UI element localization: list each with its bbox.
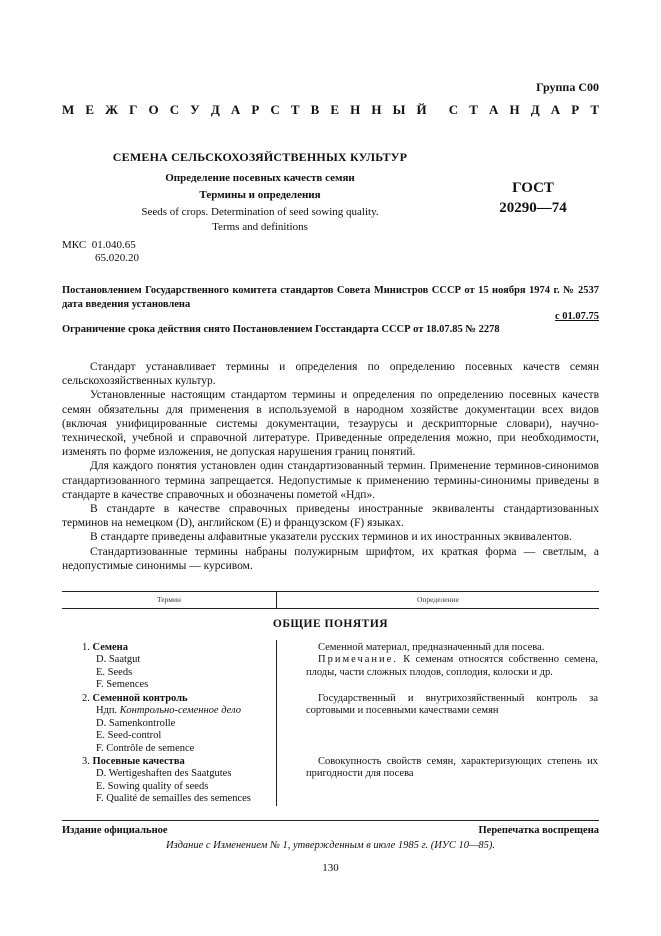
title-terms: Термины и определения [199, 189, 321, 201]
mks-code: 01.040.65 [91, 239, 136, 251]
decree-text: Постановлением Государственного комитета стандартов Совета Министров СССР от 15 ноября 1974 г. № 2537 дата введения установлена [62, 285, 599, 310]
heading-letter: С [169, 102, 180, 117]
heading-letter: А [550, 102, 561, 117]
gost-number: 20290—74 [499, 200, 567, 216]
section-heading: ОБЩИЕ ПОНЯТИЯ [272, 618, 389, 630]
term-name: Семена [92, 642, 128, 653]
term-english: E. Sowing quality of seeds [96, 780, 209, 792]
term-number: 3. [82, 756, 90, 767]
term-entry [82, 693, 272, 755]
definition-entry [306, 642, 598, 679]
title-english-terms: Terms and definitions [212, 221, 308, 233]
table-header [62, 592, 599, 609]
gost-label: ГОСТ [512, 180, 554, 196]
heading-letter: Й [416, 102, 427, 117]
title-english: Seeds of crops. Determination of seed sowing quality. [141, 206, 379, 218]
reprint-prohibited-label: Перепечатка воспрещена [478, 825, 599, 836]
official-edition-label: Издание официальное [62, 825, 168, 836]
edition-note: Издание с Изменением № 1, утвержденным в июле 1985 г. (ИУС 10—85). [166, 840, 495, 851]
term-german: D. Samenkontrolle [96, 717, 176, 729]
heading-letter: С [448, 102, 459, 117]
intro-paragraph: В стандарте в качестве справочных приведены иностранные эквиваленты стандартизованных терминов на немецком (D), английском (E) и французском (F) языках. [62, 503, 599, 530]
heading-letter: Н [371, 102, 382, 117]
group-code: Группа С00 [536, 80, 599, 94]
heading-letter: Т [469, 102, 478, 117]
intro-paragraph: Для каждого понятия установлен один стандартизованный термин. Применение терминов-синонимов стандартизованного термина запрещается. Недопустимые к применению термины-синонимы приведены в стандарте в качестве справочных и обозначены пометой «Ндп». [62, 460, 599, 501]
intro-text [62, 360, 599, 573]
standard-type-heading [62, 102, 599, 118]
title-main: СЕМЕНА СЕЛЬСКОХОЗЯЙСТВЕННЫХ КУЛЬТУР [112, 150, 408, 164]
term-entry [82, 756, 272, 806]
heading-letter: У [190, 102, 200, 117]
ndp-prefix: Ндп. [96, 705, 118, 717]
term-english: E. Seed-control [96, 730, 162, 742]
footer-rule [62, 820, 599, 821]
title-sub: Определение посевных качеств семян [165, 172, 355, 184]
term-french: F. Semences [96, 679, 149, 691]
heading-letter: Д [530, 102, 540, 117]
term-name: Посевные качества [92, 756, 185, 767]
heading-letter: Г [129, 102, 138, 117]
heading-letter: М [62, 102, 75, 117]
limit-text: Ограничение срока действия снято Постановлением Госстандарта СССР от 18.07.85 № 2278 [62, 324, 500, 335]
note-text: К семенам относятся собственно семена, плоды, части сложных плодов, соплодия, колоски и др. [306, 654, 598, 678]
intro-paragraph: Стандарт устанавливает термины и определения по определению посевных качеств семян сельскохозяйственных культур. [62, 361, 599, 388]
ndp-term: Контрольно-семенное дело [119, 705, 241, 717]
page-number: 130 [322, 862, 339, 874]
heading-letter: В [310, 102, 320, 117]
definition-text: Государственный и внутрихозяйственный контроль за сортовыми и посевными качествами семян [306, 693, 598, 717]
title-block [110, 150, 410, 233]
heading-letter: Т [290, 102, 300, 117]
term-name: Семенной контроль [92, 693, 188, 704]
mks-code: 65.020.20 [95, 252, 139, 264]
gost-designation [488, 178, 578, 218]
intro-paragraph: В стандарте приведены алфавитные указатели русских терминов и их иностранных эквивалентов. [90, 531, 572, 544]
heading-letter: Т [590, 102, 599, 117]
heading-letter: А [489, 102, 499, 117]
definition-text: Семенной материал, предназначенный для посева. [318, 642, 545, 653]
heading-letter: Р [251, 102, 260, 117]
heading-letter: Ж [105, 102, 118, 117]
heading-letter: А [230, 102, 241, 117]
term-entry [82, 642, 272, 692]
term-german: D. Saatgut [96, 654, 141, 666]
definition-entry [306, 756, 598, 781]
intro-paragraph: Установленные настоящим стандартом термины и определения по определению посевных качеств семян обязательны для применения в используемой в народном хозяйстве документации всех видов (включая унифицированные системы документации, тезаурусы и дескрипторные словари), научно-технической, учебной и справочной литературе. Приведенные определения можно, при необходимости, изменять по форме изложения, не допуская нарушения границ понятий. [62, 389, 599, 459]
mks-codes [62, 239, 139, 265]
term-number: 1. [82, 642, 90, 653]
column-divider [276, 640, 277, 806]
heading-letter: Ы [392, 102, 406, 117]
term-french: F. Contrôle de semence [96, 742, 195, 754]
heading-letter: Е [330, 102, 340, 117]
mks-label: МКС [62, 239, 87, 251]
effective-date: с 01.07.75 [554, 311, 599, 322]
heading-letter: Е [85, 102, 95, 117]
definition-text: Совокупность свойств семян, характеризующих степень их пригодности для посева [306, 756, 598, 780]
column-header-definition: Определение [417, 595, 459, 604]
heading-letter: Р [571, 102, 580, 117]
heading-letter: С [270, 102, 280, 117]
term-number: 2. [82, 693, 90, 704]
heading-letter: Д [210, 102, 220, 117]
column-header-term: Термин [62, 592, 277, 608]
intro-paragraph: Стандартизованные термины набраны полужирным шрифтом, их краткая форма — светлым, а недопустимые синонимы — курсивом. [62, 545, 599, 572]
heading-letter: Н [509, 102, 520, 117]
definition-entry [306, 693, 598, 718]
term-german: D. Wertigeshaften des Saatgutes [96, 768, 232, 780]
term-english: E. Seeds [96, 666, 133, 678]
heading-letter: Н [350, 102, 361, 117]
heading-letter: О [148, 102, 159, 117]
term-french: F. Qualité de semailles des semences [96, 793, 251, 805]
note-label: Примечание. [318, 654, 398, 666]
